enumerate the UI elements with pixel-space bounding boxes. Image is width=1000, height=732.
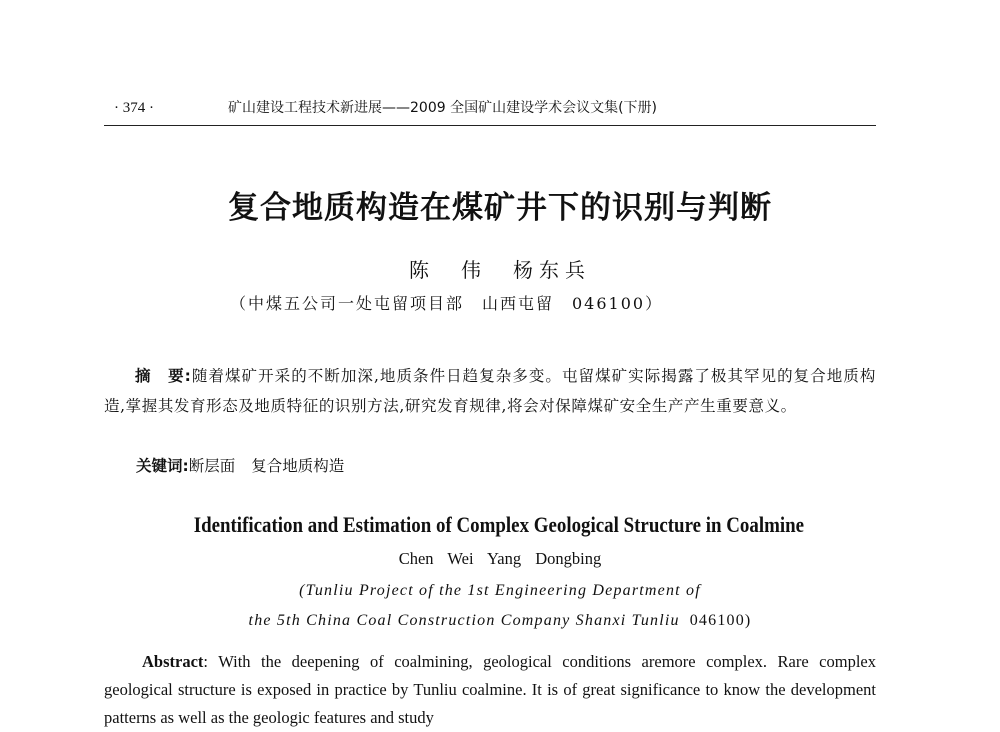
english-title: Identification and Estimation of Complex Geological Structure in Coalmine [193, 512, 805, 537]
english-abstract-separator: : [203, 652, 219, 671]
journal-title: 矿山建设工程技术新进展——2009 全国矿山建设学术会议文集(下册) [228, 100, 658, 116]
header-divider [104, 125, 876, 126]
english-affiliation-line1: (Tunliu Project of the 1st Engineering Department of [299, 582, 701, 599]
english-abstract [104, 648, 876, 732]
english-affiliation-line2-text: the 5th China Coal Construction Company Shanxi Tunliu [248, 612, 680, 629]
chinese-abstract [104, 361, 876, 421]
english-authors: Chen Wei Yang Dongbing [398, 549, 602, 568]
chinese-keywords-label: 关键词: [136, 457, 189, 475]
page-number: · 374 · [114, 100, 154, 116]
chinese-abstract-label: 摘 要: [135, 367, 192, 385]
keyword-item: 复合地质构造 [251, 457, 345, 475]
chinese-keywords [136, 452, 360, 480]
english-abstract-label: Abstract [142, 652, 204, 671]
keyword-item: 断层面 [188, 457, 236, 475]
running-header [104, 96, 876, 120]
english-affiliation-zip: 046100) [689, 612, 752, 629]
english-affiliation-line2 [0, 608, 1000, 634]
chinese-authors: 陈 伟 杨东兵 [409, 258, 591, 282]
english-abstract-text: With the deepening of coalmining, geological conditions aremore complex. Rare complex geological structure is exposed in practice by Tunliu coalmine. It is of great significance to know the development patterns as well as the geologic features and study [104, 652, 876, 727]
chinese-affiliation: （中煤五公司一处屯留项目部 山西屯留 046100） [230, 294, 664, 313]
chinese-title: 复合地质构造在煤矿井下的识别与判断 [228, 190, 772, 226]
chinese-abstract-text: 随着煤矿开采的不断加深,地质条件日趋复杂多变。屯留煤矿实际揭露了极其罕见的复合地质构造,掌握其发育形态及地质特征的识别方法,研究发育规律,将会对保障煤矿安全生产产生重要意义。 [104, 367, 876, 415]
